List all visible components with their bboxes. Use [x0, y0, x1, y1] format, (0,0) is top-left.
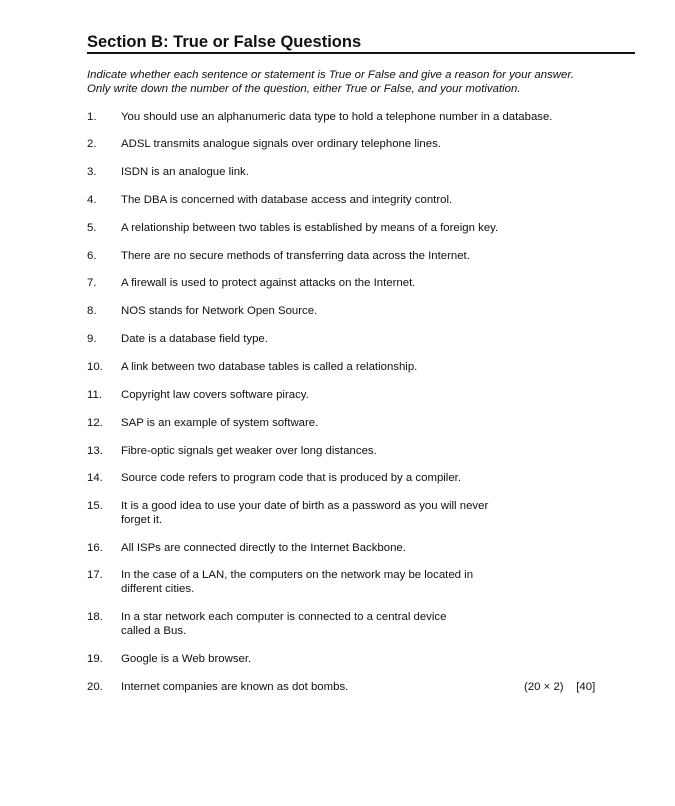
question-text-line: Fibre-optic signals get weaker over long distances.	[121, 445, 377, 457]
question-text	[121, 304, 601, 318]
question-text	[121, 249, 601, 263]
question-text	[121, 610, 521, 638]
question-text	[121, 165, 601, 179]
question-text	[121, 110, 601, 124]
question-text	[121, 541, 601, 555]
question-text	[121, 332, 601, 346]
question-text-line: forget it.	[121, 514, 163, 526]
question-number: 5.	[87, 222, 97, 234]
question-number: 18.	[87, 611, 103, 623]
question-number: 2.	[87, 138, 97, 150]
marks-allocation: (20 × 2) [40]	[524, 681, 596, 693]
question-text	[121, 444, 601, 458]
question-text-line: In a star network each computer is connected to a central device	[121, 611, 447, 623]
question-number: 20.	[87, 681, 103, 693]
instruction-line: Indicate whether each sentence or statement is True or False and give a reason for your answer.	[87, 69, 574, 81]
question-number: 19.	[87, 653, 103, 665]
title-underline	[87, 52, 635, 54]
question-text-line: There are no secure methods of transferring data across the Internet.	[121, 250, 470, 262]
question-text-line: A link between two database tables is called a relationship.	[121, 361, 418, 373]
question-text	[121, 416, 601, 430]
question-text	[121, 499, 521, 527]
question-number: 9.	[87, 333, 97, 345]
question-text-line: Source code refers to program code that is produced by a compiler.	[121, 472, 461, 484]
question-number: 3.	[87, 166, 97, 178]
question-text-line: The DBA is concerned with database access and integrity control.	[121, 194, 453, 206]
question-text	[121, 137, 601, 151]
instructions	[87, 68, 627, 96]
question-text-line: SAP is an example of system software.	[121, 417, 319, 429]
question-text-line: called a Bus.	[121, 625, 187, 637]
question-number: 15.	[87, 500, 103, 512]
question-number: 4.	[87, 194, 97, 206]
question-number: 12.	[87, 417, 103, 429]
question-text	[121, 471, 601, 485]
question-number: 8.	[87, 305, 97, 317]
question-number: 6.	[87, 250, 97, 262]
question-number: 11.	[87, 389, 102, 401]
question-text-line: ADSL transmits analogue signals over ordinary telephone lines.	[121, 138, 441, 150]
question-text	[121, 652, 601, 666]
question-number: 16.	[87, 542, 103, 554]
question-number: 13.	[87, 445, 103, 457]
question-number: 17.	[87, 569, 103, 581]
question-text	[121, 276, 601, 290]
question-number: 10.	[87, 361, 103, 373]
question-text-line: A relationship between two tables is established by means of a foreign key.	[121, 222, 499, 234]
question-text-line: A firewall is used to protect against attacks on the Internet.	[121, 277, 416, 289]
question-text-line: Internet companies are known as dot bombs.	[121, 681, 349, 693]
question-text	[121, 221, 601, 235]
question-number: 14.	[87, 472, 103, 484]
question-text	[121, 388, 601, 402]
instruction-line: Only write down the number of the question, either True or False, and your motivation.	[87, 83, 521, 95]
question-text-line: Date is a database field type.	[121, 333, 268, 345]
section-title: Section B: True or False Questions	[87, 33, 362, 51]
question-text	[121, 360, 601, 374]
question-text	[121, 193, 601, 207]
question-text-line: It is a good idea to use your date of birth as a password as you will never	[121, 500, 489, 512]
question-text-line: ISDN is an analogue link.	[121, 166, 249, 178]
question-text-line: You should use an alphanumeric data type to hold a telephone number in a database.	[121, 111, 553, 123]
question-number: 7.	[87, 277, 97, 289]
question-number: 1.	[87, 111, 97, 123]
question-text-line: Google is a Web browser.	[121, 653, 252, 665]
question-text-line: In the case of a LAN, the computers on the network may be located in	[121, 569, 474, 581]
question-text-line: All ISPs are connected directly to the Internet Backbone.	[121, 542, 406, 554]
question-text-line: Copyright law covers software piracy.	[121, 389, 309, 401]
question-text-line: NOS stands for Network Open Source.	[121, 305, 318, 317]
question-text-line: different cities.	[121, 583, 195, 595]
question-text	[121, 568, 521, 596]
